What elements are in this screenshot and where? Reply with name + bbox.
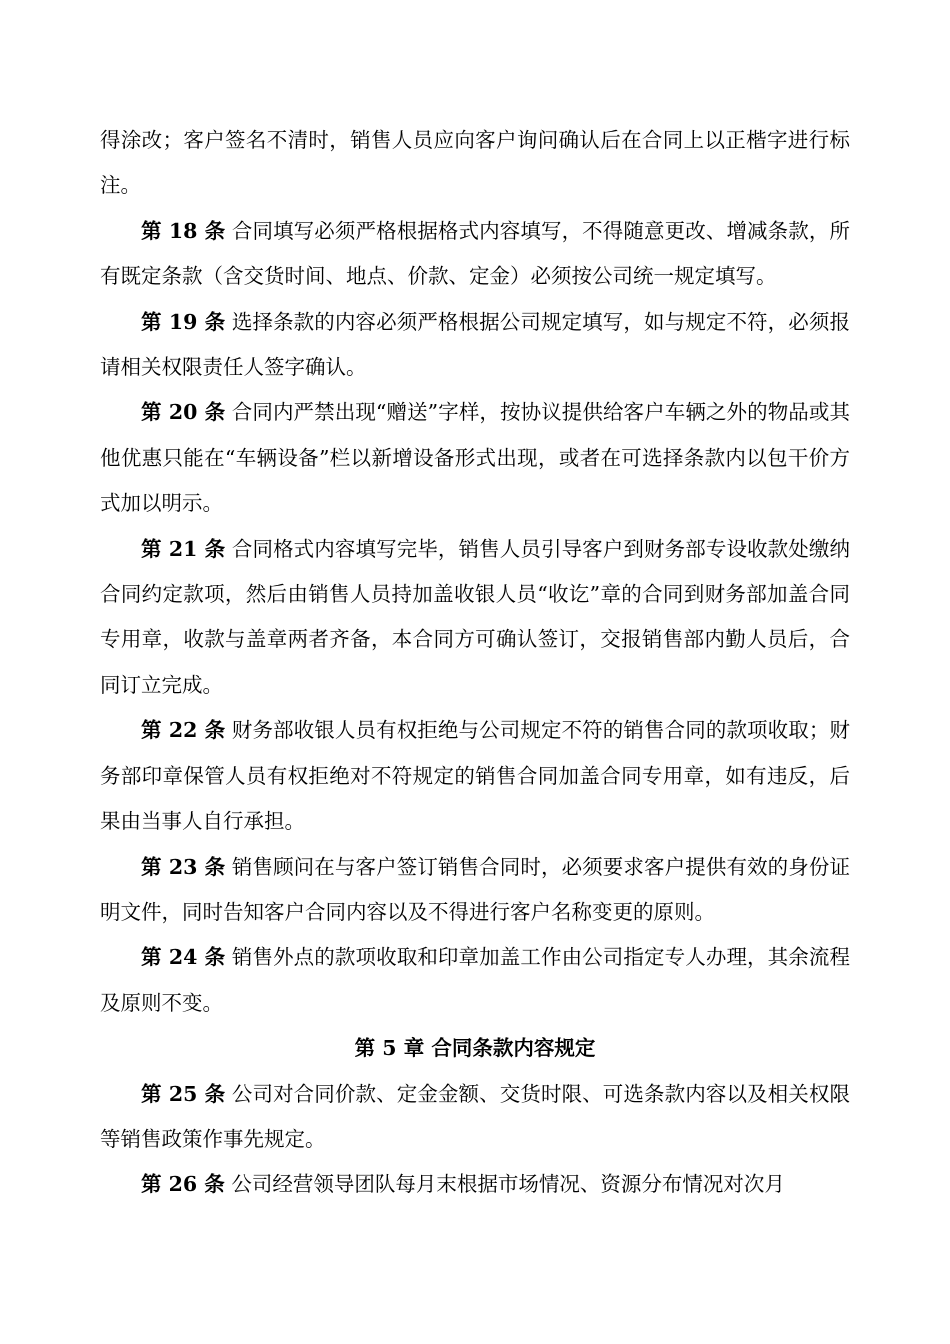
article-text: 财务部收银人员有权拒绝与公司规定不符的销售合同的款项收取；财务部印章保管人员有权拒绝对不符规定的销售合同加盖合同专用章，如有违反，后果由当事人自行承担。 xyxy=(100,718,850,834)
article-22 xyxy=(100,708,850,844)
article-text: 选择条款的内容必须严格根据公司规定填写，如与规定不符，必须报请相关权限责任人签字确认。 xyxy=(100,309,850,380)
article-number: 第 21 条 xyxy=(141,536,226,561)
article-26 xyxy=(100,1162,850,1207)
chapter-title: 第 5 章 合同条款内容规定 xyxy=(354,1036,596,1061)
article-number: 第 18 条 xyxy=(141,218,226,243)
article-23 xyxy=(100,845,850,936)
article-text: 合同内严禁出现“赠送”字样，按协议提供给客户车辆之外的物品或其他优惠只能在“车辆设备”栏以新增设备形式出现，或者在可选择条款内以包干价方式加以明示。 xyxy=(100,400,850,516)
article-number: 第 20 条 xyxy=(141,400,226,425)
article-text: 合同填写必须严格根据格式内容填写，不得随意更改、增减条款，所有既定条款（含交货时间、地点、价款、定金）必须按公司统一规定填写。 xyxy=(100,218,850,289)
paragraph-continued xyxy=(100,118,850,209)
article-number: 第 22 条 xyxy=(141,718,226,743)
article-19 xyxy=(100,300,850,391)
article-number: 第 23 条 xyxy=(141,854,226,879)
article-number: 第 25 条 xyxy=(141,1081,226,1106)
article-number: 第 19 条 xyxy=(141,309,226,334)
article-text: 合同格式内容填写完毕，销售人员引导客户到财务部专设收款处缴纳合同约定款项，然后由销售人员持加盖收银人员“收讫”章的合同到财务部加盖合同专用章，收款与盖章两者齐备，本合同方可确认签订，交报销售部内勤人员后，合同订立完成。 xyxy=(100,536,850,697)
article-20 xyxy=(100,390,850,526)
article-24 xyxy=(100,935,850,1026)
article-25 xyxy=(100,1072,850,1163)
article-21 xyxy=(100,527,850,709)
article-text: 销售外点的款项收取和印章加盖工作由公司指定专人办理，其余流程及原则不变。 xyxy=(100,945,850,1015)
article-text: 公司经营领导团队每月末根据市场情况、资源分布情况对次月 xyxy=(231,1172,785,1197)
article-number: 第 26 条 xyxy=(141,1172,225,1197)
article-number: 第 24 条 xyxy=(141,945,226,970)
document-page xyxy=(100,118,850,1208)
paragraph-text: 得涂改；客户签名不清时，销售人员应向客户询问确认后在合同上以正楷字进行标注。 xyxy=(100,128,850,198)
article-18 xyxy=(100,209,850,300)
article-text: 公司对合同价款、定金金额、交货时限、可选条款内容以及相关权限等销售政策作事先规定。 xyxy=(100,1081,850,1151)
article-text: 销售顾问在与客户签订销售合同时，必须要求客户提供有效的身份证明文件，同时告知客户合同内容以及不得进行客户名称变更的原则。 xyxy=(100,854,850,924)
